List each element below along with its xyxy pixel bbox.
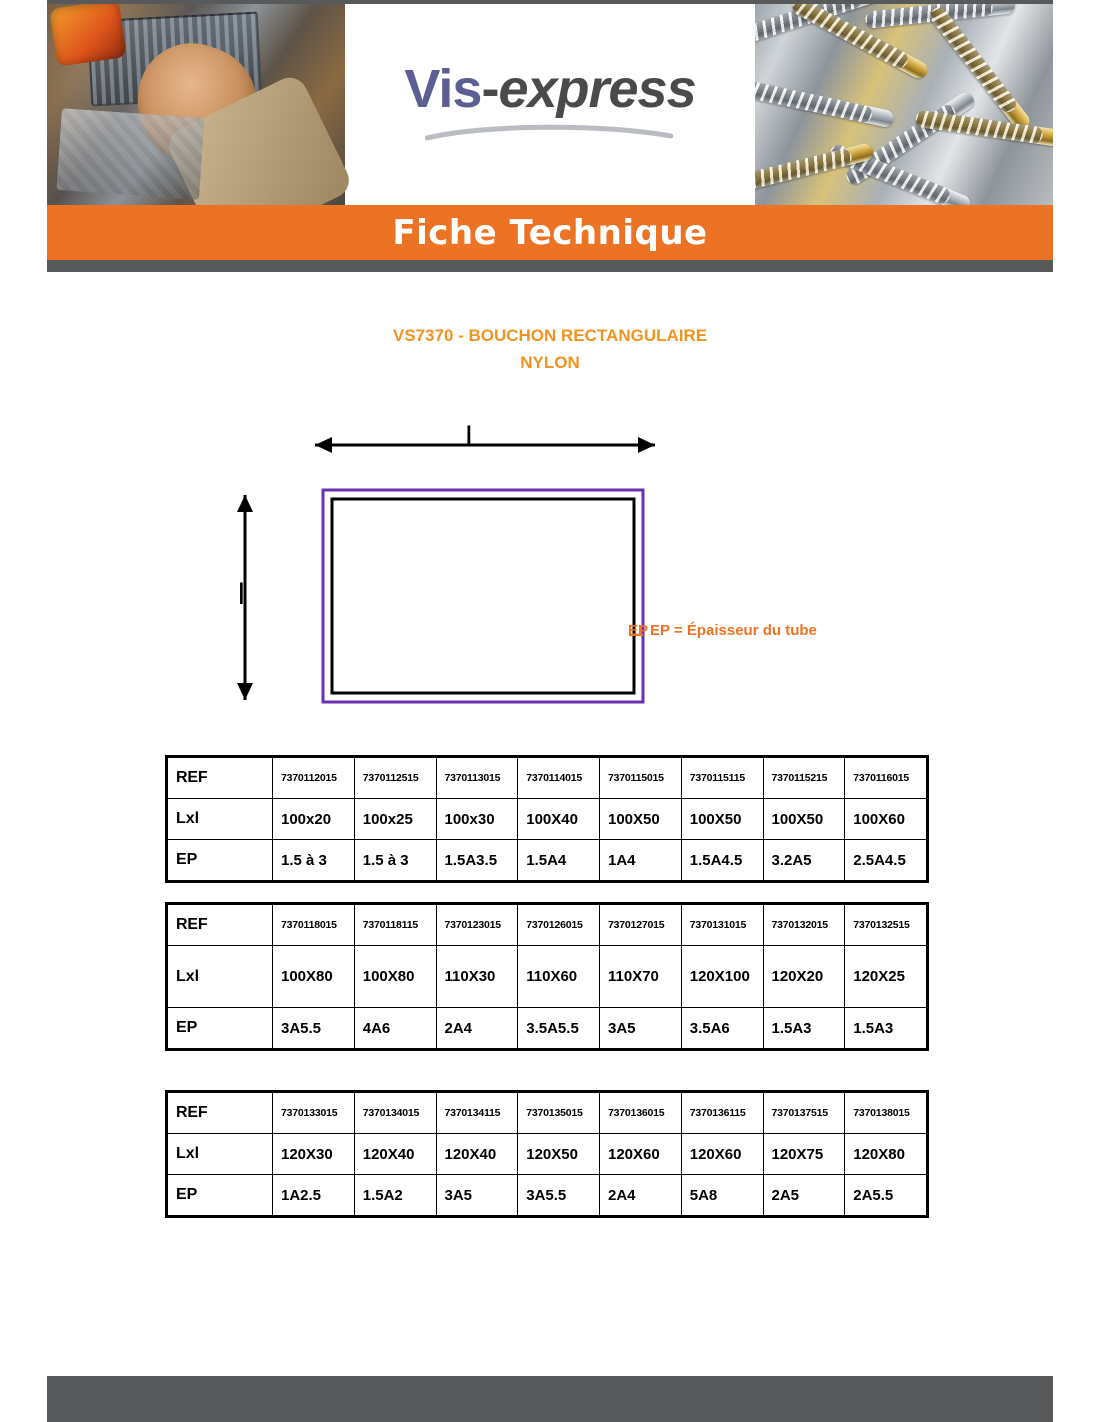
- logo-dash: -: [481, 58, 499, 119]
- table-row: [168, 1175, 927, 1216]
- table-cell: 3A5: [600, 1008, 682, 1049]
- table-cell: 7370116015: [845, 758, 927, 799]
- table-cell: 3.2A5: [763, 840, 845, 881]
- table-cell: 1A2.5: [273, 1175, 355, 1216]
- fiche-technique-banner: [47, 205, 1053, 260]
- left-margin: [0, 0, 47, 1422]
- table-cell: 100x25: [354, 799, 436, 840]
- table-cell: 100X50: [763, 799, 845, 840]
- row-header: Lxl: [168, 1134, 273, 1175]
- spec-table: [167, 757, 927, 881]
- table-cell: 7370136115: [681, 1093, 763, 1134]
- table-cell: 7370132515: [845, 905, 927, 946]
- table-row: [168, 1093, 927, 1134]
- table-cell: 5A8: [681, 1175, 763, 1216]
- right-margin: [1053, 0, 1100, 1422]
- table-row: [168, 905, 927, 946]
- table-cell: 120X40: [354, 1134, 436, 1175]
- table-cell: 110X30: [436, 946, 518, 1008]
- table-cell: 100X40: [518, 799, 600, 840]
- table-row: [168, 1134, 927, 1175]
- screw-shape: [755, 81, 895, 129]
- row-header: EP: [168, 840, 273, 881]
- dimension-label-L: L: [465, 420, 482, 453]
- table-cell: 120X60: [600, 1134, 682, 1175]
- logo-vis: Vis: [404, 58, 482, 119]
- table-cell: 1.5A2: [354, 1175, 436, 1216]
- table-cell: 7370136015: [600, 1093, 682, 1134]
- table-cell: 120X75: [763, 1134, 845, 1175]
- spec-table-1: [165, 755, 929, 883]
- table-cell: 7370113015: [436, 758, 518, 799]
- table-cell: 2A5.5: [845, 1175, 927, 1216]
- spec-table: [167, 1092, 927, 1216]
- table-cell: 7370115215: [763, 758, 845, 799]
- table-cell: 7370131015: [681, 905, 763, 946]
- table-cell: 7370133015: [273, 1093, 355, 1134]
- table-cell: 7370127015: [600, 905, 682, 946]
- table-cell: 7370138015: [845, 1093, 927, 1134]
- page-header: [47, 0, 1053, 205]
- table-cell: 120X20: [763, 946, 845, 1008]
- fiche-technique-title: Fiche Technique: [392, 212, 708, 253]
- table-cell: 120X80: [845, 1134, 927, 1175]
- logo-express: express: [498, 58, 696, 119]
- table-cell: 7370118015: [273, 905, 355, 946]
- table-cell: 7370126015: [518, 905, 600, 946]
- table-cell: 3A5.5: [273, 1008, 355, 1049]
- table-cell: 3.5A6: [681, 1008, 763, 1049]
- table-cell: 120X30: [273, 1134, 355, 1175]
- table-row: [168, 840, 927, 881]
- table-cell: 100X60: [845, 799, 927, 840]
- table-cell: 3A5.5: [518, 1175, 600, 1216]
- table-cell: 1.5 à 3: [354, 840, 436, 881]
- table-cell: 120X60: [681, 1134, 763, 1175]
- table-cell: 100X80: [354, 946, 436, 1008]
- table-cell: 110X70: [600, 946, 682, 1008]
- table-cell: 7370137515: [763, 1093, 845, 1134]
- table-cell: 1.5A4: [518, 840, 600, 881]
- table-cell: 7370135015: [518, 1093, 600, 1134]
- table-cell: 110X60: [518, 946, 600, 1008]
- header-top-rule: [47, 0, 1053, 4]
- ep-note: EP = Épaisseur du tube: [650, 622, 817, 639]
- table-cell: 100X80: [273, 946, 355, 1008]
- table-cell: 1.5A3: [845, 1008, 927, 1049]
- page-title: [47, 322, 1053, 376]
- dimension-label-EP: EP: [628, 622, 649, 639]
- page-footer: [47, 1376, 1053, 1422]
- spec-table-3: [165, 1090, 929, 1218]
- table-cell: 120X50: [518, 1134, 600, 1175]
- row-header: Lxl: [168, 799, 273, 840]
- spec-table: [167, 904, 927, 1049]
- row-header: REF: [168, 905, 273, 946]
- product-title-line2: NYLON: [520, 353, 580, 372]
- table-cell: 4A6: [354, 1008, 436, 1049]
- table-row: [168, 1008, 927, 1049]
- table-cell: 120X100: [681, 946, 763, 1008]
- header-bottom-rule: [47, 260, 1053, 272]
- row-header: EP: [168, 1008, 273, 1049]
- technical-diagram: [180, 400, 920, 720]
- spec-table-2: [165, 902, 929, 1051]
- table-cell: 1.5 à 3: [273, 840, 355, 881]
- table-cell: 7370134015: [354, 1093, 436, 1134]
- screws-photo: [755, 0, 1053, 205]
- table-cell: 2.5A4.5: [845, 840, 927, 881]
- table-cell: 3.5A5.5: [518, 1008, 600, 1049]
- diagram-svg: [180, 400, 920, 720]
- table-cell: 3A5: [436, 1175, 518, 1216]
- row-header: Lxl: [168, 946, 273, 1008]
- table-cell: 2A5: [763, 1175, 845, 1216]
- brand-logo: [345, 0, 755, 205]
- table-cell: 100X50: [600, 799, 682, 840]
- table-cell: 1.5A4.5: [681, 840, 763, 881]
- table-cell: 100x30: [436, 799, 518, 840]
- row-header: EP: [168, 1175, 273, 1216]
- table-cell: 120X40: [436, 1134, 518, 1175]
- table-cell: 2A4: [436, 1008, 518, 1049]
- table-cell: 7370112015: [273, 758, 355, 799]
- screw-shape: [915, 110, 1053, 148]
- table-cell: 7370123015: [436, 905, 518, 946]
- row-header: REF: [168, 1093, 273, 1134]
- table-cell: 100X50: [681, 799, 763, 840]
- table-cell: 7370114015: [518, 758, 600, 799]
- table-row: [168, 946, 927, 1008]
- table-cell: 100x20: [273, 799, 355, 840]
- table-cell: 1A4: [600, 840, 682, 881]
- table-cell: 7370118115: [354, 905, 436, 946]
- table-cell: 7370112515: [354, 758, 436, 799]
- workshop-photo: [47, 0, 345, 205]
- table-cell: 7370115115: [681, 758, 763, 799]
- dimension-label-l: l: [238, 578, 245, 611]
- table-row: [168, 758, 927, 799]
- product-title-line1: VS7370 - BOUCHON RECTANGULAIRE: [392, 326, 708, 345]
- table-cell: 7370132015: [763, 905, 845, 946]
- table-cell: 2A4: [600, 1175, 682, 1216]
- row-header: REF: [168, 758, 273, 799]
- logo-swoosh-icon: [425, 122, 675, 144]
- table-row: [168, 799, 927, 840]
- table-cell: 7370115015: [600, 758, 682, 799]
- logo-text: [404, 58, 696, 119]
- tape-measure-shape: [49, 0, 126, 67]
- table-cell: 1.5A3.5: [436, 840, 518, 881]
- table-cell: 120X25: [845, 946, 927, 1008]
- table-cell: 1.5A3: [763, 1008, 845, 1049]
- table-cell: 7370134115: [436, 1093, 518, 1134]
